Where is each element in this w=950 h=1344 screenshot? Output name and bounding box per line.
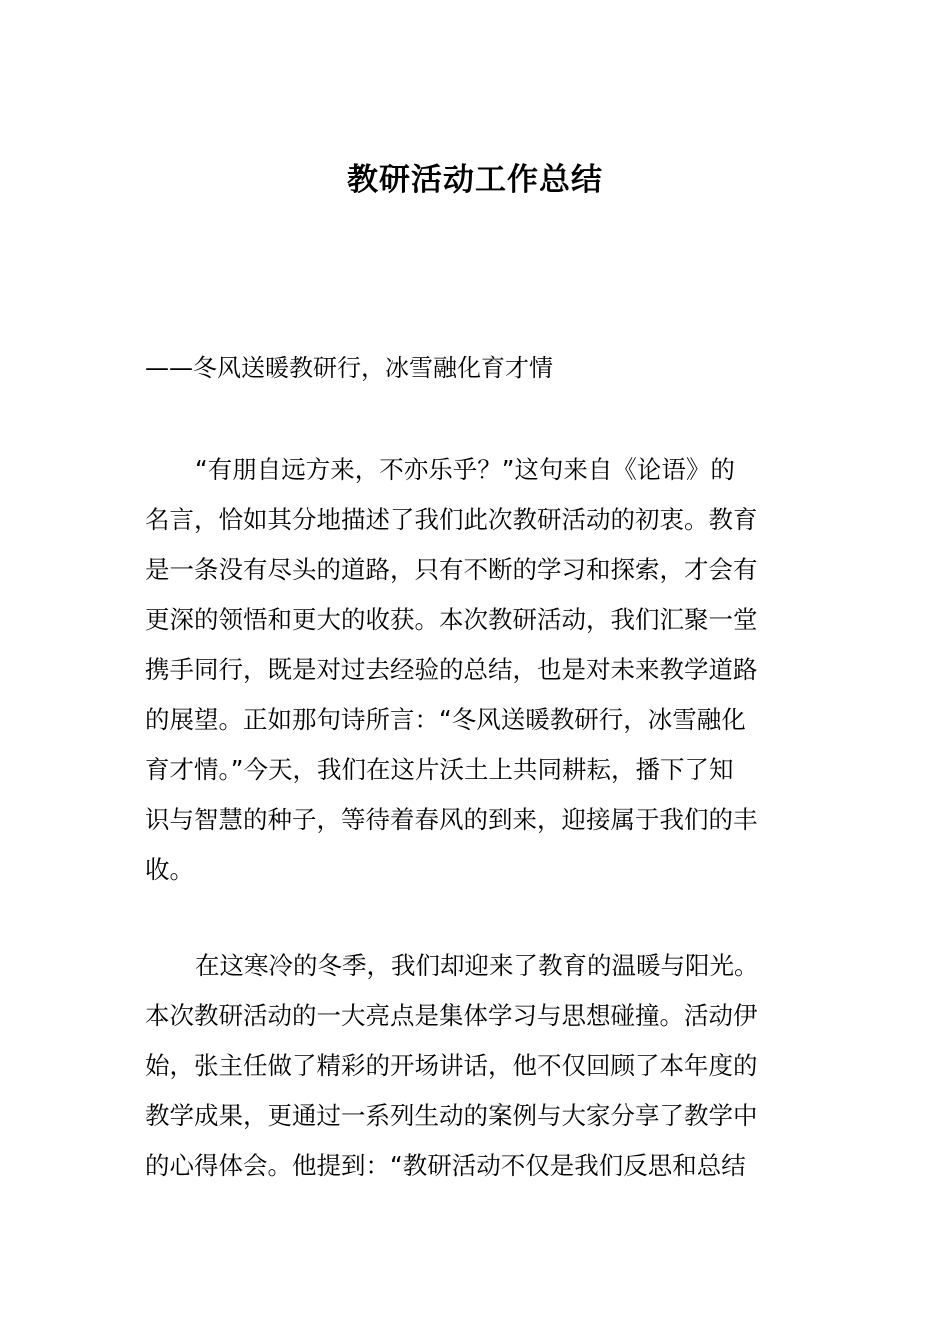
paragraph-line: 本次教研活动的一大亮点是集体学习与思想碰撞。活动伊 [145, 1001, 758, 1030]
paragraph-line: 更深的领悟和更大的收获。本次教研活动，我们汇聚一堂 [145, 605, 758, 634]
paragraph-line: 识与智慧的种子，等待着春风的到来，迎接属于我们的丰 [145, 805, 758, 834]
paragraph-line: 名言，恰如其分地描述了我们此次教研活动的初衷。教育 [145, 505, 758, 534]
paragraph-line: 的心得体会。他提到：“教研活动不仅是我们反思和总结 [145, 1151, 746, 1180]
paragraph-line: 育才情。”今天，我们在这片沃土上共同耕耘，播下了知 [145, 755, 734, 784]
paragraph-line: 是一条没有尽头的道路，只有不断的学习和探索，才会有 [145, 555, 758, 584]
paragraph-line: 的展望。正如那句诗所言：“冬风送暖教研行，冰雪融化 [145, 705, 746, 734]
paragraph-line: 在这寒冷的冬季，我们却迎来了教育的温暖与阳光。 [195, 951, 759, 980]
paragraph-2 [145, 941, 807, 1191]
document-title: 教研活动工作总结 [347, 162, 603, 198]
paragraph-line: “有朋自远方来，不亦乐乎？”这句来自《论语》的 [195, 455, 735, 484]
paragraph-1 [145, 445, 807, 895]
paragraph-line: 收。 [145, 855, 194, 884]
paragraph-line: 携手同行，既是对过去经验的总结，也是对未来教学道路 [145, 655, 758, 684]
paragraph-line: 始，张主任做了精彩的开场讲话，他不仅回顾了本年度的 [145, 1051, 758, 1080]
paragraph-line: 教学成果，更通过一系列生动的案例与大家分享了教学中 [145, 1101, 758, 1130]
document-subtitle: ——冬风送暖教研行，冰雪融化育才情 [145, 354, 553, 382]
